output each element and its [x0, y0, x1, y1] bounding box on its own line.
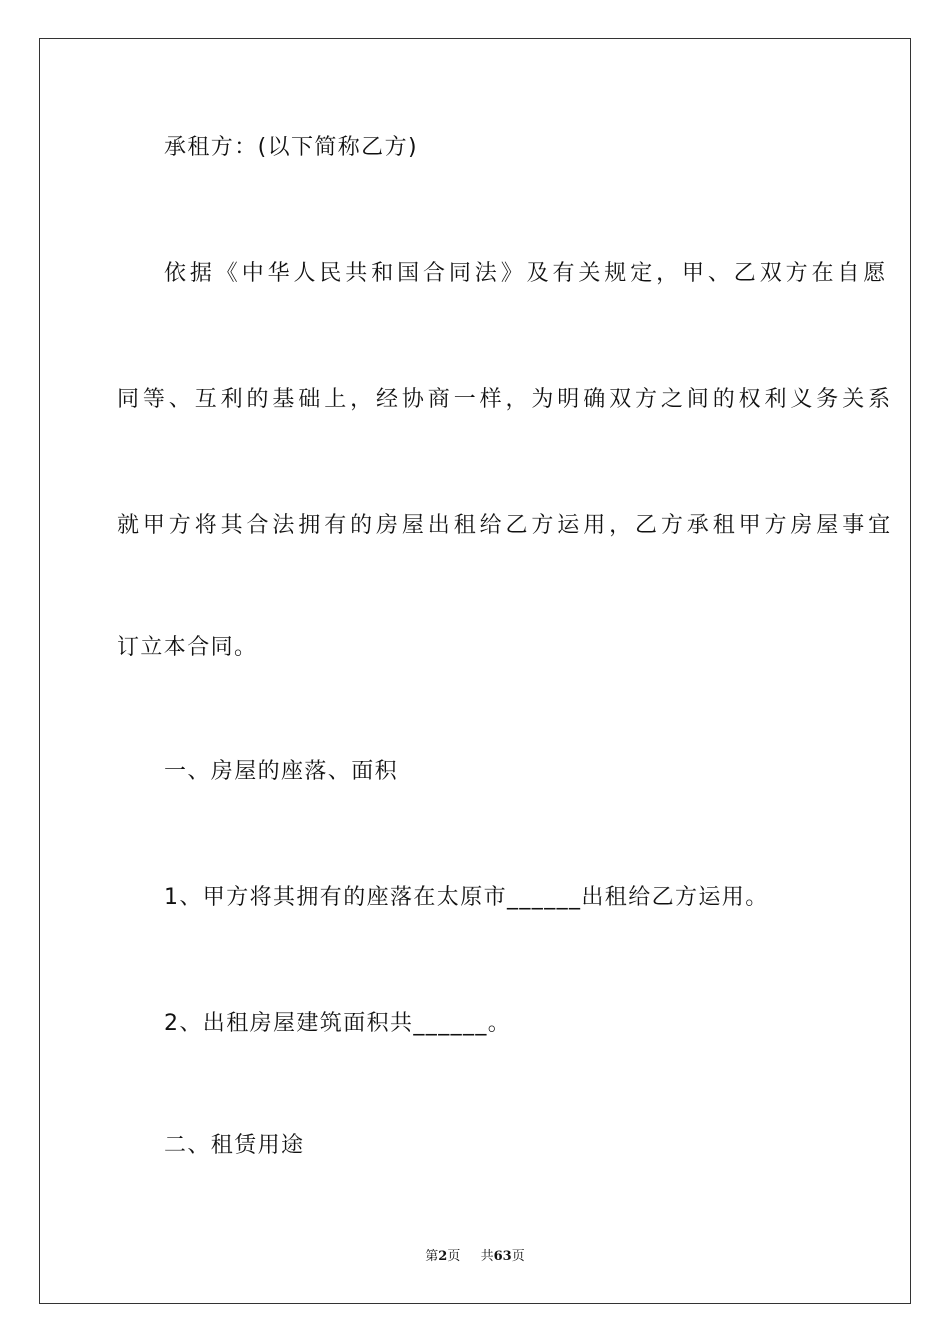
section-heading-1: 一、房屋的座落、面积 — [164, 759, 399, 784]
total-suffix: 页 — [511, 1249, 525, 1264]
total-prefix: 共 — [480, 1249, 494, 1264]
paragraph-line-1: 依据《中华人民共和国合同法》及有关规定，甲、乙双方在自愿 — [164, 261, 890, 286]
paragraph-line-3: 就甲方将其合法拥有的房屋出租给乙方运用，乙方承租甲方房屋事宜 — [117, 513, 895, 538]
lessee-line: 承租方：(以下简称乙方) — [164, 135, 418, 160]
paragraph-line-4: 订立本合同。 — [117, 635, 258, 660]
page-frame — [39, 38, 911, 1304]
page-footer — [0, 1248, 950, 1266]
total-pages: 63 — [493, 1249, 512, 1264]
paragraph-line-2: 同等、互利的基础上，经协商一样，为明确双方之间的权利义务关系 — [117, 387, 895, 412]
clause-2: 2、出租房屋建筑面积共______。 — [164, 1011, 512, 1036]
page-number: 2 — [438, 1249, 448, 1264]
page-prefix: 第 — [425, 1249, 439, 1264]
page-suffix: 页 — [447, 1249, 461, 1264]
clause-1: 1、甲方将其拥有的座落在太原市______出租给乙方运用。 — [164, 885, 769, 910]
section-heading-2: 二、租赁用途 — [164, 1133, 305, 1158]
